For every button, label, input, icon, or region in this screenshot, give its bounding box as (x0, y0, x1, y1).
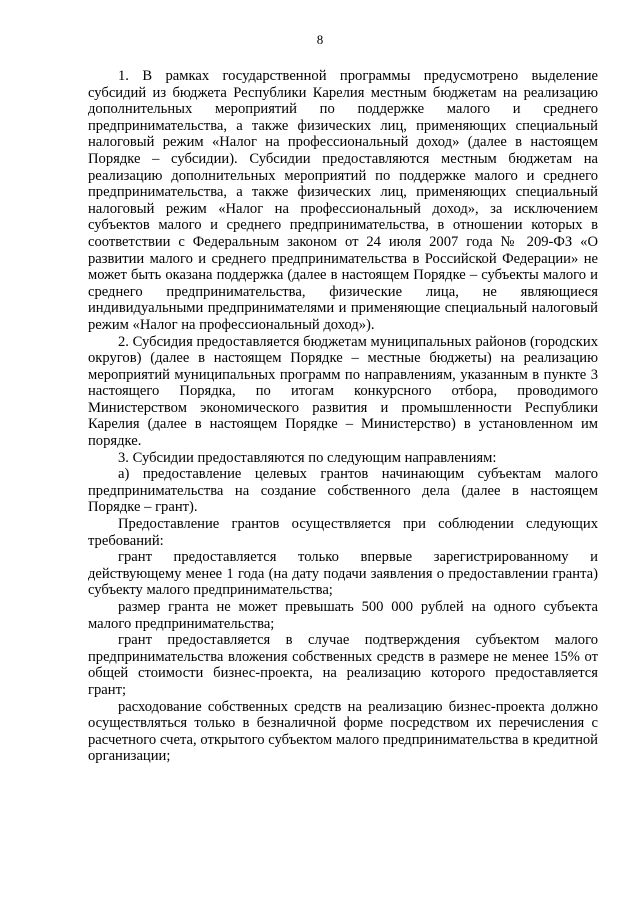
paragraph-requirement-4: расходование собственных средств на реализацию бизнес-проекта должно осуществляться только в безналичной форме посредством их перечисления с расчетного счета, открытого субъектом малого предпринимательства в кредитной организации; (88, 698, 598, 765)
document-body (88, 68, 598, 765)
page-number: 8 (316, 32, 324, 47)
paragraph-1: 1. В рамках государственной программы предусмотрено выделение субсидий из бюджета Республики Карелия местным бюджетам на реализацию дополнительных мероприятий по поддержке малого и среднего предпринимательства, а также физических лиц, применяющих специальный налоговый режим «Налог на профессиональный доход» (далее в настоящем Порядке – субсидии). Субсидии предоставляются местным бюджетам на реализацию дополнительных мероприятий по поддержке малого и среднего предпринимательства, а также физических лиц, применяющих специальный налоговый режим «Налог на профессиональный доход», за исключением субъектов малого и среднего предпринимательства, в отношении которых в соответствии с Федеральным законом от 24 июля 2007 года № 209-ФЗ «О развитии малого и среднего предпринимательства в Российской Федерации» не может быть оказана поддержка (далее в настоящем Порядке – субъекты малого и среднего предпринимательства, физические лица, не являющиеся индивидуальными предпринимателями и применяющие специальный налоговый режим «Налог на профессиональный доход»). (88, 68, 598, 333)
paragraph-requirement-3: грант предоставляется в случае подтверждения субъектом малого предпринимательства вложения собственных средств в размере не менее 15% от общей стоимости бизнес-проекта, на реализацию которого предоставляется грант; (88, 632, 598, 698)
paragraph-2: 2. Субсидия предоставляется бюджетам муниципальных районов (городских округов) (далее в настоящем Порядке – местные бюджеты) на реализацию мероприятий муниципальных программ по направлениям, указанным в пункте 3 настоящего Порядка, по итогам конкурсного отбора, проводимого Министерством экономического развития и промышленности Республики Карелия (далее в настоящем Порядке – Министерство) в установленном им порядке. (88, 333, 598, 450)
paragraph-3: 3. Субсидии предоставляются по следующим направлениям: (118, 449, 497, 466)
paragraph-requirement-1: грант предоставляется только впервые зарегистрированному и действующему менее 1 года (на дату подачи заявления о предоставлении гранта) субъекту малого предпринимательства; (88, 549, 598, 599)
paragraph-grant-requirements: Предоставление грантов осуществляется при соблюдении следующих требований: (88, 516, 598, 549)
paragraph-requirement-2: размер гранта не может превышать 500 000 рублей на одного субъекта малого предпринимательства; (88, 599, 598, 632)
paragraph-3a: а) предоставление целевых грантов начинающим субъектам малого предпринимательства на создание собственного дела (далее в настоящем Порядке – грант). (88, 466, 598, 516)
